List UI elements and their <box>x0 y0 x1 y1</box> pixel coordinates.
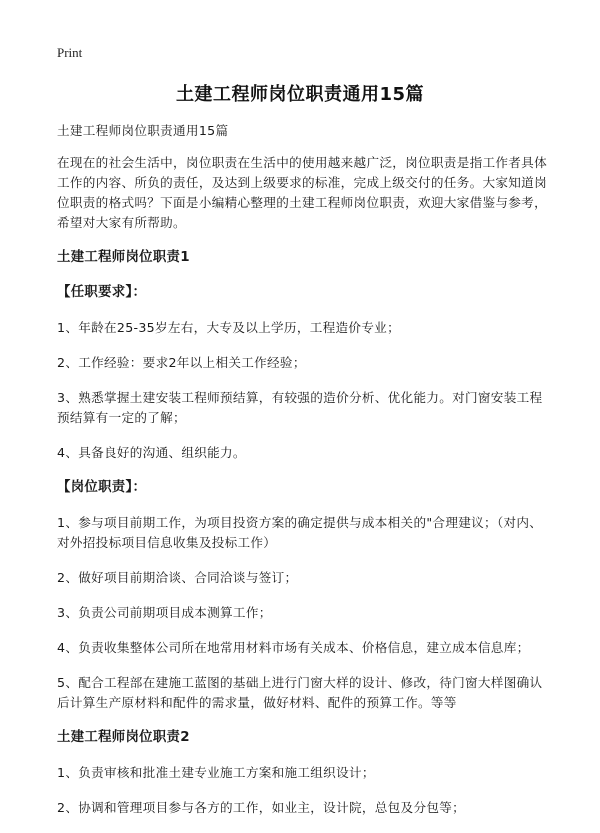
duty-item: 5、配合工程部在建施工蓝图的基础上进行门窗大样的设计、修改，待门窗大样图确认后计算生产原材料和配件的需求量，做好材料、配件的预算工作。等等 <box>57 675 543 710</box>
duty-item: 1、参与项目前期工作，为项目投资方案的确定提供与成本相关的"合理建议；（对内、对外招投标项目信息收集及投标工作） <box>57 515 543 550</box>
section-heading-1: 土建工程师岗位职责1 <box>57 250 190 265</box>
duty-item: 2、做好项目前期洽谈、合同洽谈与签订； <box>57 570 298 585</box>
section2-item: 2、协调和管理项目参与各方的工作，如业主，设计院，总包及分包等； <box>57 800 466 815</box>
duty-item: 4、负责收集整体公司所在地常用材料市场有关成本、价格信息，建立成本信息库； <box>57 640 530 655</box>
subtitle: 土建工程师岗位职责通用15篇 <box>57 123 229 138</box>
requirement-item: 4、具备良好的沟通、组织能力。 <box>57 445 246 460</box>
requirement-item: 3、熟悉掌握土建安装工程师预结算，有较强的造价分析、优化能力。对门窗安装工程预结算有一定的了解； <box>57 390 543 425</box>
intro-paragraph: 在现在的社会生活中，岗位职责在生活中的使用越来越广泛，岗位职责是指工作者具体工作的内容、所负的责任，及达到上级要求的标准，完成上级交付的任务。大家知道岗位职责的格式吗？下面是小编精心整理的土建工程师岗位职责，欢迎大家借鉴与参考，希望对大家有所帮助。 <box>57 155 547 230</box>
page-title: 土建工程师岗位职责通用15篇 <box>175 84 425 105</box>
requirements-heading: 【任职要求】： <box>57 285 147 300</box>
duty-item: 3、负责公司前期项目成本测算工作； <box>57 605 272 620</box>
section2-item: 1、负责审核和批准土建专业施工方案和施工组织设计； <box>57 765 375 780</box>
duties-heading: 【岗位职责】： <box>57 480 147 495</box>
requirement-item: 2、工作经验：要求2年以上相关工作经验； <box>57 355 306 370</box>
print-label: Print <box>57 45 83 60</box>
section-heading-2: 土建工程师岗位职责2 <box>57 730 190 745</box>
document-body <box>57 121 553 833</box>
requirement-item: 1、年龄在25-35岁左右，大专及以上学历，工程造价专业； <box>57 320 400 335</box>
